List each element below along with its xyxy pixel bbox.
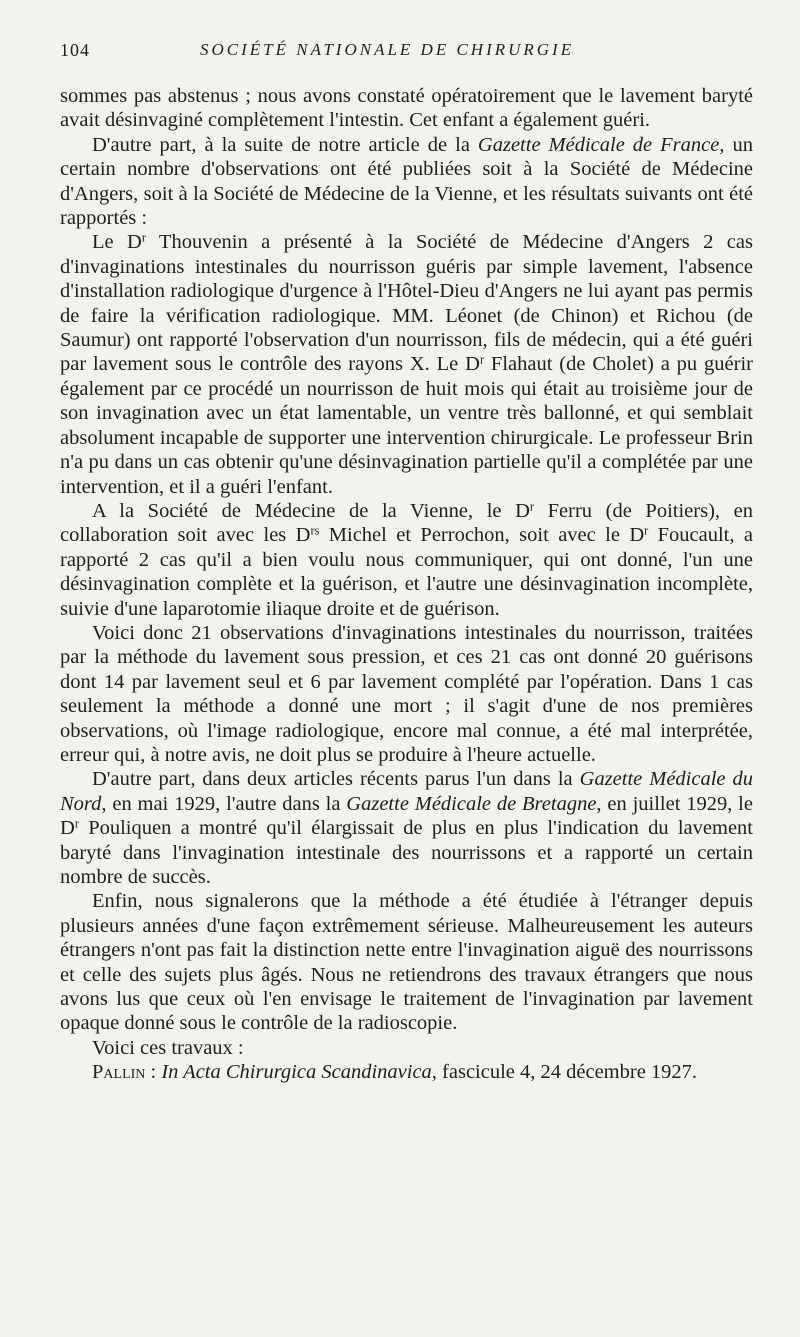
- paragraph-7: [60, 889, 753, 1035]
- text-run: Flahaut (de Cholet) a pu guérir également par ce procédé un nourrisson de huit mois qui était au troisième jour de son invagination avec un état lamentable, un ventre très ballonné, et qui semblait absolument incapable de supporter une intervention chirurgicale. Le professeur Brin n'a pu dans un cas obtenir qu'une désinvagination partielle qu'il a complétée par une intervention, et il a guéri l'enfant.: [60, 353, 753, 498]
- reference-entry: [60, 1060, 753, 1084]
- journal-title: Gazette Médicale du Nord: [60, 768, 753, 815]
- superscript: rs: [310, 523, 320, 538]
- text-run: D'autre part, dans deux articles récents parus l'un dans la: [92, 768, 580, 791]
- text-run: , en juillet 1929, le D: [60, 792, 753, 840]
- author-name: Pallin: [92, 1061, 146, 1084]
- text-run: D'autre part, à la suite de notre article de la: [92, 133, 478, 156]
- paragraph-1: [60, 84, 753, 133]
- superscript: r: [479, 352, 485, 367]
- page-header: [60, 40, 750, 70]
- paragraph-2: [60, 133, 753, 231]
- journal-title: Gazette Médicale de Bretagne: [346, 792, 597, 815]
- paragraph-8: [60, 1036, 753, 1060]
- text-run: A la Société de Médecine de la Vienne, le D: [92, 499, 530, 522]
- paragraph-4: [60, 499, 753, 621]
- superscript: r: [141, 230, 146, 245]
- text-run: Voici ces travaux :: [92, 1036, 244, 1059]
- page-number: 104: [60, 40, 90, 60]
- text-run: Voici donc 21 observations d'invaginations intestinales du nourrisson, traitées par la méthode du lavement sous pression, et ces 21 cas ont donné 20 guérisons dont 14 par lavement seul et 6 par lavement complété par l'opération. Dans 1 cas seulement la méthode a donné une mort ; il s'agit d'une de nos premières observations, où l'image radiologique, encore mal connue, a été mal interprétée, erreur qui, à notre avis, ne doit plus se produire à l'heure actuelle.: [60, 621, 753, 766]
- superscript: r: [74, 816, 79, 831]
- journal-title: In Acta Chirurgica Scandinavica: [161, 1061, 432, 1084]
- journal-title: Gazette Médicale de France: [477, 133, 720, 156]
- text-run: Thouvenin a présenté à la Société de Médecine d'Angers 2 cas d'invaginations intestinales du nourrisson guéris par simple lavement, l'absence d'installation radiologique d'urgence à l'Hôtel-Dieu d'Angers ne lui ayant pas permis de faire la vérification radiologique. MM. Léonet (de Chinon) et Richou (de Saumur) ont rapporté l'observation d'un nourrisson, fils de médecin, qui a été guéri par lavement sous le contrôle des rayons X. Le D: [60, 231, 753, 376]
- text-run: , fascicule 4, 24 décembre 1927.: [431, 1061, 698, 1084]
- paragraph-6: [60, 767, 753, 889]
- paragraph-3: [60, 230, 753, 498]
- text-run: :: [145, 1061, 162, 1084]
- text-run: , un certain nombre d'observations ont été publiées soit à la Société de Médecine d'Angers, soit à la Société de Médecine de la Vienne, et les résultats suivants ont été rapportés :: [60, 133, 754, 230]
- text-run: Pouliquen a montré qu'il élargissait de plus en plus l'indication du lavement baryté dans l'invagination intestinale des nourrissons et a rapporté un certain nombre de succès.: [60, 817, 753, 888]
- text-body: [60, 84, 753, 1085]
- text-run: sommes pas abstenus ; nous avons constaté opératoirement que le lavement baryté avait désinvaginé complètement l'intestin. Cet enfant a également guéri.: [60, 85, 753, 132]
- text-run: Ferru (de Poitiers), en collaboration soit avec les D: [60, 499, 753, 547]
- running-head: SOCIÉTÉ NATIONALE DE CHIRURGIE: [200, 40, 575, 59]
- text-run: Le D: [92, 231, 142, 254]
- text-run: , en mai 1929, l'autre dans la: [101, 792, 347, 815]
- text-run: Enfin, nous signalerons que la méthode a été étudiée à l'étranger depuis plusieurs années d'une façon extrêmement sérieuse. Malheureusement les auteurs étrangers n'ont pas fait la distinction nette entre l'invagination aiguë des nourrissons et celle des sujets plus âgés. Nous ne retiendrons des travaux étrangers que nous avons lus que ceux où l'en envisage le traitement de l'invagination par lavement opaque donné sous le contrôle de la radioscopie.: [60, 890, 753, 1035]
- superscript: r: [529, 499, 535, 514]
- text-run: Foucault, a rapporté 2 cas qu'il a bien voulu nous communiquer, qui ont donné, l'un une désinvagination complète et la guérison, et l'autre une désinvagination incomplète, suivie d'une laparotomie iliaque droite et de guérison.: [60, 524, 754, 620]
- paragraph-5: [60, 621, 753, 767]
- superscript: r: [644, 523, 649, 538]
- text-run: Michel et Perrochon, soit avec le D: [319, 524, 645, 547]
